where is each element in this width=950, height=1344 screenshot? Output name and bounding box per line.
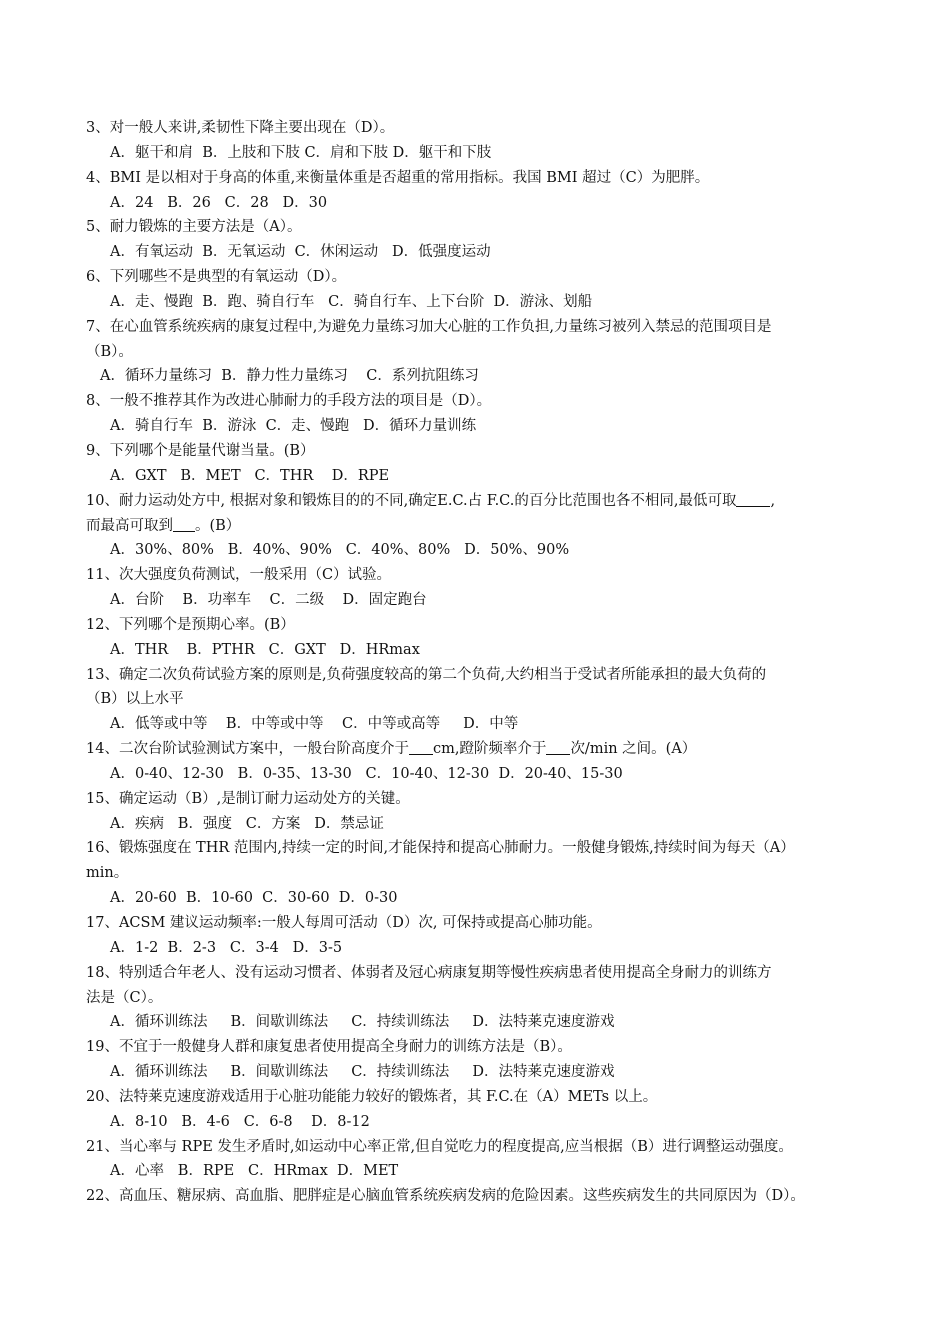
question-18: 18、特别适合年老人、没有运动习惯者、体弱者及冠心病康复期等慢性疾病患者使用提高全身耐力的训练方 — [86, 964, 772, 981]
question-22: 22、高血压、糖尿病、高血脂、肥胖症是心脑血管系统疾病发病的危险因素。这些疾病发生的共同原因为（D）。 — [86, 1188, 805, 1205]
question-6: 6、下列哪些不是典型的有氧运动（D）。 — [86, 269, 347, 286]
question-14-tail: 次/min 之间。(A） — [570, 741, 697, 758]
fill-blank — [546, 740, 570, 755]
question-17: 17、ACSM 建议运动频率:一般人每周可活动（D）次, 可保持或提高心肺功能。 — [86, 915, 602, 931]
question-21-options: A．心率 B．RPE C．HRmax D．MET — [110, 1163, 399, 1180]
fill-blank — [409, 740, 433, 755]
question-16-cont: min。 — [86, 865, 129, 882]
question-5: 5、耐力锻炼的主要方法是（A）。 — [86, 219, 302, 236]
question-7-cont: （B）。 — [86, 343, 133, 360]
question-20: 20、法特莱克速度游戏适用于心脏功能能力较好的锻炼者，其 F.C.在（A）METs 以上。 — [86, 1088, 658, 1105]
question-14 — [0, 737, 950, 762]
question-14-options: A．0-40、12-30 B．0-35、13-30 C．10-40、12-30 D．20-40、15-30 — [110, 765, 623, 782]
question-17-options: A．1-2 B．2-3 C．3-4 D．3-5 — [110, 939, 343, 956]
question-10-cont — [0, 514, 950, 539]
question-15: 15、确定运动（B）,是制订耐力运动处方的关键。 — [86, 790, 410, 807]
question-16: 16、锻炼强度在 THR 范围内,持续一定的时间,才能保持和提高心肺耐力。一般健身锻炼,持续时间为每天（A） — [86, 840, 795, 857]
question-9: 9、下列哪个是能量代谢当量。(B） — [86, 442, 315, 459]
question-14-mid: cm,蹬阶频率介于 — [432, 741, 547, 758]
question-3: 3、对一般人来讲,柔韧性下降主要出现在（D）。 — [86, 120, 395, 136]
question-12-options: A．THR B．PTHR C．GXT D．HRmax — [110, 641, 420, 658]
question-13-options: A．低等或中等 B．中等或中等 C．中等或高等 D．中等 — [110, 716, 519, 733]
question-15-options: A．疾病 B．强度 C．方案 D．禁忌证 — [110, 815, 384, 832]
question-13: 13、确定二次负荷试验方案的原则是,负荷强度较高的第二个负荷,大约相当于受试者所能承担的最大负荷的 — [86, 666, 767, 683]
question-18-options: A．循环训练法 B．间歇训练法 C．持续训练法 D．法特莱克速度游戏 — [110, 1014, 615, 1031]
fill-blank — [173, 517, 195, 532]
question-10-cont-text: 而最高可取到 — [86, 517, 173, 534]
question-11-options: A．台阶 B．功率车 C．二级 D．固定跑台 — [110, 592, 427, 609]
question-4: 4、BMI 是以相对于身高的体重,来衡量体重是否超重的常用指标。我国 BMI 超过（C）为肥胖。 — [86, 169, 710, 186]
question-7-options: A．循环力量练习 B．静力性力量练习 C．系列抗阻练习 — [100, 368, 479, 385]
question-9-options: A．GXT B．MET C．THR D．RPE — [110, 467, 390, 484]
question-14-text: 14、二次台阶试验测试方案中，一般台阶高度介于 — [86, 741, 409, 758]
question-13-cont: （B）以上水平 — [86, 691, 184, 708]
question-20-options: A．8-10 B．4-6 C．6-8 D．8-12 — [110, 1113, 370, 1130]
question-6-options: A．走、慢跑 B．跑、骑自行车 C．骑自行车、上下台阶 D．游泳、划船 — [110, 293, 593, 310]
question-10-tail: , — [770, 492, 776, 509]
question-21: 21、当心率与 RPE 发生矛盾时,如运动中心率正常,但自觉吃力的程度提高,应当根据（B）进行调整运动强度。 — [86, 1138, 793, 1155]
question-10 — [0, 489, 950, 514]
question-5-options: A．有氧运动 B．无氧运动 C．休闲运动 D．低强度运动 — [110, 244, 491, 261]
question-12: 12、下列哪个是预期心率。(B） — [86, 616, 295, 633]
question-10-options: A．30%、80% B．40%、90% C．40%、80% D．50%、90% — [110, 542, 570, 559]
question-8: 8、一般不推荐其作为改进心肺耐力的手段方法的项目是（D）。 — [86, 393, 492, 410]
question-10-text: 10、耐力运动处方中, 根据对象和锻炼目的的不同,确定E.C.占 F.C.的百分比范围也各不相同,最低可取 — [86, 492, 737, 509]
question-19-options: A．循环训练法 B．间歇训练法 C．持续训练法 D．法特莱克速度游戏 — [110, 1064, 615, 1081]
question-16-options: A．20-60 B．10-60 C．30-60 D．0-30 — [110, 890, 398, 907]
question-4-options: A．24 B．26 C．28 D．30 — [110, 194, 328, 211]
question-18-cont: 法是（C）。 — [86, 989, 163, 1006]
question-3-options: A．躯干和肩 B．上肢和下肢 C．肩和下肢 D．躯干和下肢 — [110, 144, 492, 161]
question-8-options: A．骑自行车 B．游泳 C．走、慢跑 D．循环力量训练 — [110, 418, 477, 435]
question-11: 11、次大强度负荷测试，一般采用（C）试验。 — [86, 567, 392, 584]
question-10-cont-tail: 。(B） — [195, 517, 241, 534]
question-19: 19、不宜于一般健身人群和康复患者使用提高全身耐力的训练方法是（B）。 — [86, 1039, 572, 1056]
document-page — [0, 116, 950, 1209]
question-7: 7、在心血管系统疾病的康复过程中,为避免力量练习加大心脏的工作负担,力量练习被列入禁忌的范围项目是 — [86, 318, 772, 335]
fill-blank — [736, 492, 770, 507]
